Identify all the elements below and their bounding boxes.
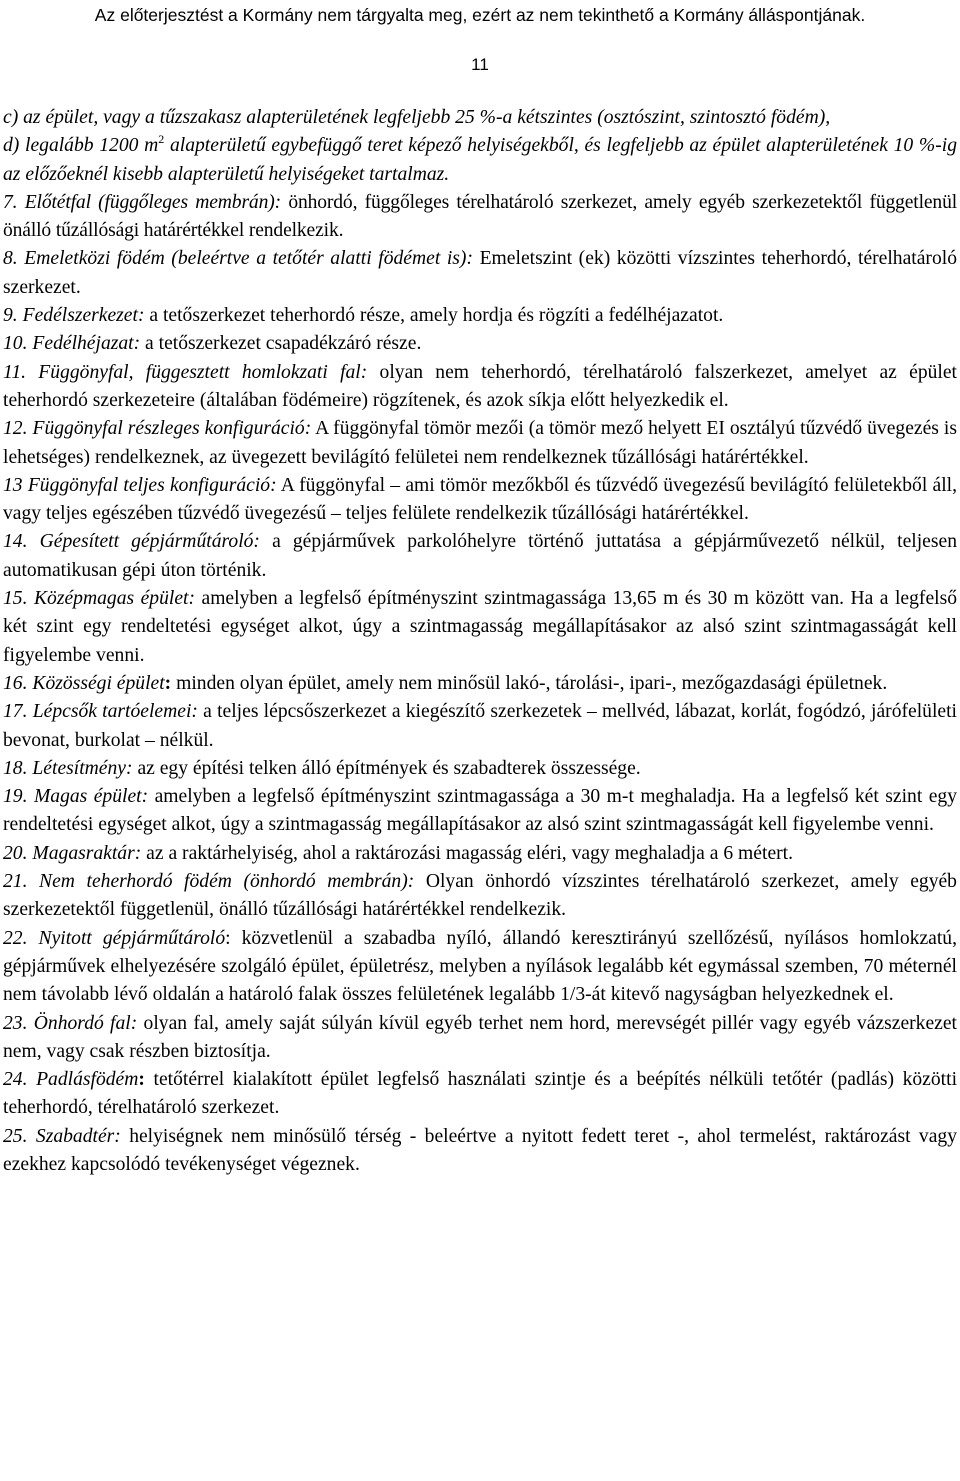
definition-text: A függönyfal tömör mezői (a tömör mező helyett EI osztályú tűzvédő üvegezés is lehetséges) rendelkeznek, az üvegezett bevilágító felületei nem rendelkeznek tűzállósági határértékkel. bbox=[3, 418, 957, 468]
definition-item-23 bbox=[3, 1010, 957, 1067]
definition-term: Függönyfal teljes konfiguráció: bbox=[27, 474, 277, 496]
item-number: 21. bbox=[3, 871, 28, 893]
definition-text: c) az épület, vagy a tűzszakasz alapterületének legfeljebb 25 %-a kétszintes (osztószint, szintosztó födém), bbox=[3, 107, 831, 128]
definition-term: Középmagas épület: bbox=[33, 588, 196, 610]
definition-term: Padlásfödém bbox=[36, 1069, 139, 1091]
definition-text: közvetlenül a szabadba nyíló, állandó keresztirányú szellőzésű, nyílásos homlokzatú, gépjárművek elhelyezésére szolgáló épület, épületrész, melyben a nyílások legalább két egymással szemben, 70 méternél nem távolabb lévő oldalán a határoló falak összes felületének legalább 1/3-át kitevő nagyságban helyezkednek el. bbox=[3, 927, 957, 1006]
definition-text: minden olyan épület, amely nem minősül lakó-, tárolási-, ipari-, mezőgazdasági épületnek. bbox=[176, 672, 888, 694]
definition-item-25 bbox=[3, 1123, 957, 1180]
item-number: 13 bbox=[3, 474, 23, 496]
definition-text: d) legalább 1200 m bbox=[3, 135, 159, 157]
definition-item-13 bbox=[3, 472, 957, 529]
definition-text: olyan nem teherhordó, térelhatároló falszerkezet, amelyet az épület teherhordó szerkezeteire (általában födémeire) rögzítenek, és azok síkja előtt helyezkedik el. bbox=[3, 361, 958, 411]
definition-item-15 bbox=[3, 585, 957, 670]
definition-text: A függönyfal – ami tömör mezőkből és tűzvédő üvegezésű bevilágító felületekből áll, vagy teljes egészében tűzvédő üvegezésű – teljes felülete rendelkezik tűzállósági határértékkel. bbox=[3, 474, 957, 525]
definition-item-18 bbox=[3, 755, 957, 783]
definition-item-8 bbox=[3, 245, 957, 302]
definition-item-c bbox=[3, 104, 957, 132]
definition-item-21 bbox=[3, 868, 957, 925]
definition-term: Magasraktár: bbox=[32, 842, 142, 864]
item-number: 19. bbox=[3, 786, 28, 808]
term-separator: : bbox=[225, 927, 231, 949]
definition-text: a gépjárművek parkolóhelyre történő juttatása a gépjárművezető nélkül, teljesen automatikusan gépi úton történik. bbox=[3, 531, 957, 581]
definition-term: Előtétfal (függőleges membrán): bbox=[24, 191, 281, 213]
definition-text: az egy építési telken álló építmények és szabadterek összessége. bbox=[137, 757, 641, 779]
definition-item-12 bbox=[3, 415, 957, 472]
definition-text: a teljes lépcsőszerkezet a kiegészítő szerkezetek – mellvéd, lábazat, korlát, fogódzó, járófelületi bevonat, burkolat – nélkül. bbox=[3, 701, 957, 751]
header-notice: Az előterjesztést a Kormány nem tárgyalta meg, ezért az nem tekinthető a Kormány álláspontjának. bbox=[94, 5, 866, 25]
definition-term: Magas épület: bbox=[33, 786, 149, 808]
definition-text: a tetőszerkezet csapadékzáró része. bbox=[145, 333, 422, 355]
item-number: 8. bbox=[3, 248, 18, 270]
item-number: 24. bbox=[3, 1069, 28, 1091]
definition-term: Közösségi épület bbox=[32, 672, 165, 694]
definition-item-11 bbox=[3, 359, 957, 416]
term-separator: : bbox=[138, 1069, 145, 1091]
item-number: 16. bbox=[3, 672, 28, 694]
definition-text: amelyben a legfelső építményszint szintmagassága a 30 m-t meghaladja. Ha a legfelső két szint egy rendeltetési egységet alkot, úgy a szintmagasság megállapításakor az alsó szint szintmagasságát kell figyelembe venni. bbox=[3, 786, 958, 836]
definition-text: amelyben a legfelső építményszint szintmagassága 13,65 m és 30 m között van. Ha a legfelső két szint egy rendeltetési egységet alkot, úgy a szintmagasság megállapításakor az alsó szint szintmagasságát kell figyelembe venni. bbox=[3, 588, 958, 666]
definition-text: az a raktárhelyiség, ahol a raktározási magasság eléri, vagy meghaladja a 6 métert. bbox=[146, 842, 794, 864]
definition-item-19 bbox=[3, 783, 957, 840]
definition-term: Emeletközi födém (beleértve a tetőtér alatti födémet is): bbox=[24, 248, 473, 270]
item-number: 14. bbox=[3, 531, 28, 553]
definition-item-24 bbox=[3, 1066, 957, 1123]
definition-text: helyiségnek nem minősülő térség - beleértve a nyitott fedett teret -, ahol termelést, raktározást vagy ezekhez kapcsolódó tevékenységet végeznek. bbox=[3, 1125, 957, 1175]
definitions-list bbox=[3, 104, 957, 1179]
definition-term: Nyitott gépjárműtároló bbox=[38, 927, 226, 949]
definition-text: tetőtérrel kialakított épület legfelső használati szintje és a beépítés nélküli tetőtér (padlás) közötti teherhordó, térelhatároló szerkezet. bbox=[3, 1069, 958, 1119]
definition-text: Emeletszint (ek) közötti vízszintes teherhordó, térelhatároló szerkezet. bbox=[3, 248, 957, 298]
definition-term: Létesítmény: bbox=[32, 757, 133, 779]
item-number: 12. bbox=[3, 418, 28, 440]
definition-term: Függönyfal részleges konfiguráció: bbox=[32, 418, 312, 440]
item-number: 22. bbox=[3, 927, 28, 949]
definition-term: Önhordó fal: bbox=[33, 1012, 138, 1034]
definition-text: önhordó, függőleges térelhatároló szerkezet, amely egyéb szerkezetektől függetlenül önálló tűzállósági határértékkel rendelkezik. bbox=[3, 191, 958, 242]
item-number: 11. bbox=[3, 361, 27, 383]
superscript: 2 bbox=[158, 132, 165, 147]
definition-term: Gépesített gépjárműtároló: bbox=[39, 531, 260, 553]
definition-text: olyan fal, amely saját súlyán kívül egyéb terhet nem hord, merevségét pillér vagy egyéb vázszerkezet nem, vagy csak részben biztosítja. bbox=[3, 1012, 957, 1062]
definition-item-17 bbox=[3, 698, 957, 755]
term-separator: : bbox=[164, 672, 172, 694]
definition-item-10 bbox=[3, 330, 957, 358]
definition-item-16 bbox=[3, 670, 957, 698]
definition-item-7 bbox=[3, 189, 957, 246]
item-number: 20. bbox=[3, 842, 28, 864]
definition-term: Nem teherhordó födém (önhordó membrán): bbox=[39, 871, 415, 893]
definition-term: Lépcsők tartóelemei: bbox=[32, 701, 198, 723]
definition-term: Függönyfal, függesztett homlokzati fal: bbox=[38, 361, 368, 383]
definition-text-continued: alapterületű egybefüggő teret képező helyiségekből, és legfeljebb az épület alapterületének 10 %-ig az előzőeknél kisebb alapterületű helyiségeket tartalmaz. bbox=[3, 135, 957, 185]
definition-item-20 bbox=[3, 840, 957, 868]
definition-item-d bbox=[3, 132, 957, 189]
definition-term: Szabadtér: bbox=[35, 1125, 121, 1147]
item-number: 18. bbox=[3, 757, 28, 779]
page-number: 11 bbox=[471, 55, 489, 74]
item-number: 10. bbox=[3, 333, 28, 355]
item-number: 15. bbox=[3, 588, 28, 610]
definition-term: Fedélhéjazat: bbox=[32, 333, 141, 355]
definition-text: Olyan önhordó vízszintes térelhatároló szerkezet, amely egyéb szerkezetektől függetlenül, önálló tűzállósági határértékkel rendelkezik. bbox=[3, 871, 957, 921]
definition-item-9 bbox=[3, 302, 957, 330]
item-number: 23. bbox=[3, 1012, 28, 1034]
item-number: 9. bbox=[3, 305, 18, 327]
item-number: 7. bbox=[3, 191, 18, 213]
definition-item-22 bbox=[3, 925, 957, 1010]
definition-text: a tetőszerkezet teherhordó része, amely hordja és rögzíti a fedélhéjazatot. bbox=[149, 305, 724, 327]
item-number: 25. bbox=[3, 1125, 28, 1147]
definition-term: Fedélszerkezet: bbox=[22, 305, 145, 327]
definition-item-14 bbox=[3, 528, 957, 585]
item-number: 17. bbox=[3, 701, 28, 723]
